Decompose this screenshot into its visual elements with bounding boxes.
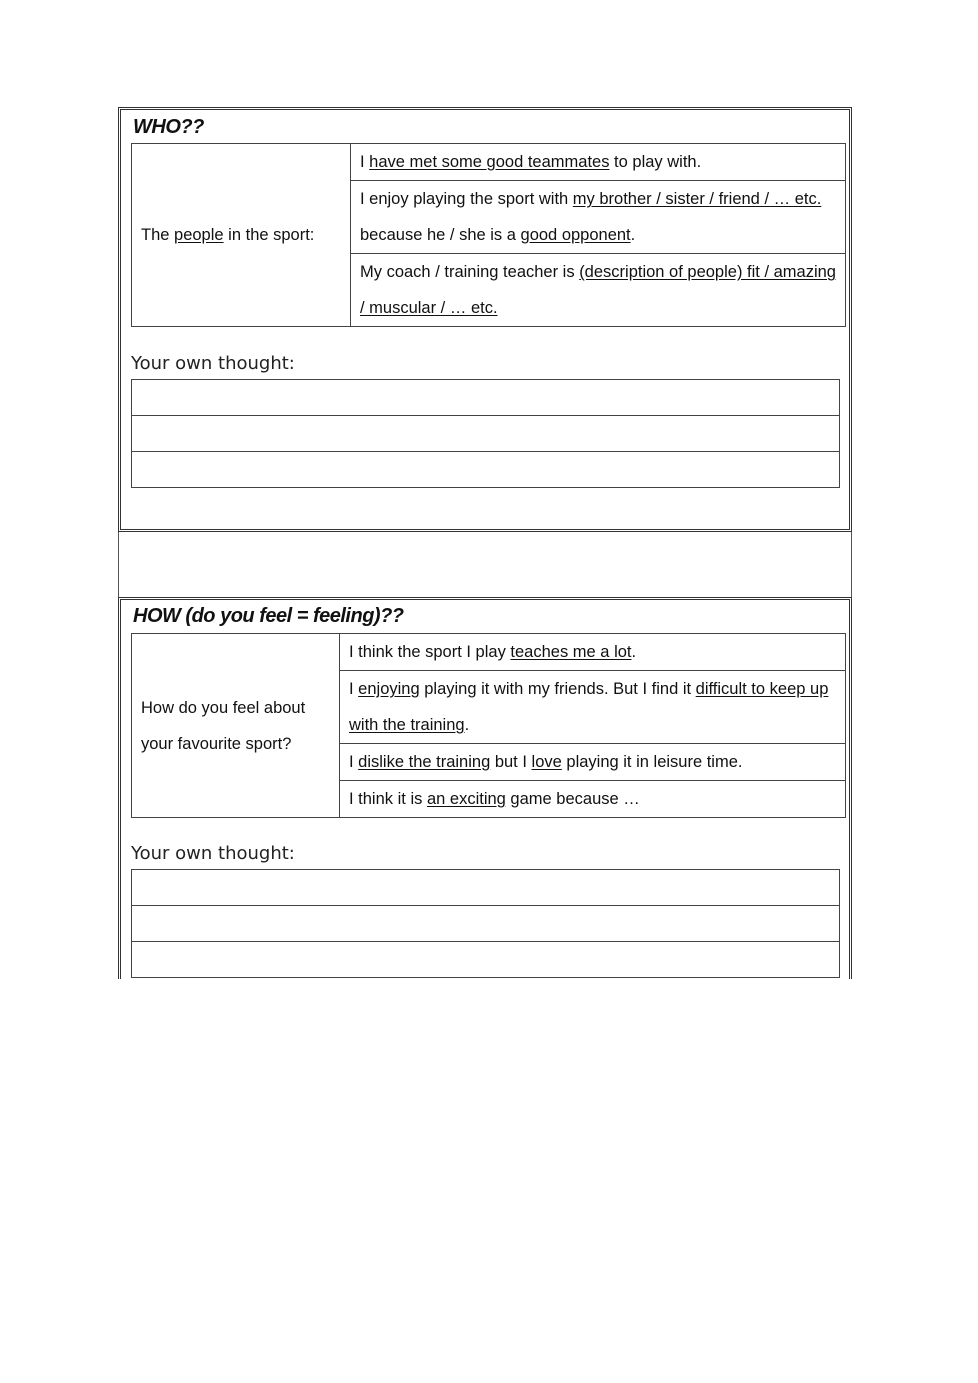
who-section (118, 107, 852, 532)
who-table (131, 143, 846, 327)
how-table (131, 633, 846, 818)
who-title: WHO?? (133, 116, 204, 138)
how-own-thought-label: Your own thought: (131, 843, 295, 864)
answer-line[interactable] (132, 380, 839, 416)
how-example-4: I think it is an exciting game because … (340, 781, 846, 818)
who-example-1: I have met some good teammates to play with. (351, 144, 846, 181)
how-section (118, 597, 852, 979)
how-title: HOW (do you feel = feeling)?? (133, 605, 404, 627)
who-label: The people in the sport: (132, 144, 351, 327)
who-example-3: My coach / training teacher is (description of people) fit / amazing / muscular / … etc. (351, 254, 846, 327)
answer-line[interactable] (132, 942, 839, 977)
spacer-block (118, 532, 852, 598)
who-own-thought-label: Your own thought: (131, 353, 295, 374)
how-label: How do you feel about your favourite sport? (132, 634, 340, 818)
how-example-2: I enjoying playing it with my friends. But I find it difficult to keep up with the training. (340, 671, 846, 744)
how-example-1: I think the sport I play teaches me a lot. (340, 634, 846, 671)
how-example-3: I dislike the training but I love playing it in leisure time. (340, 744, 846, 781)
answer-line[interactable] (132, 452, 839, 487)
answer-line[interactable] (132, 870, 839, 906)
table-row (132, 144, 846, 181)
who-example-2: I enjoy playing the sport with my brother / sister / friend / … etc. because he / she is a good opponent. (351, 181, 846, 254)
answer-line[interactable] (132, 906, 839, 942)
table-row (132, 634, 846, 671)
answer-line[interactable] (132, 416, 839, 452)
who-answer-box[interactable] (131, 379, 840, 488)
how-answer-box[interactable] (131, 869, 840, 978)
